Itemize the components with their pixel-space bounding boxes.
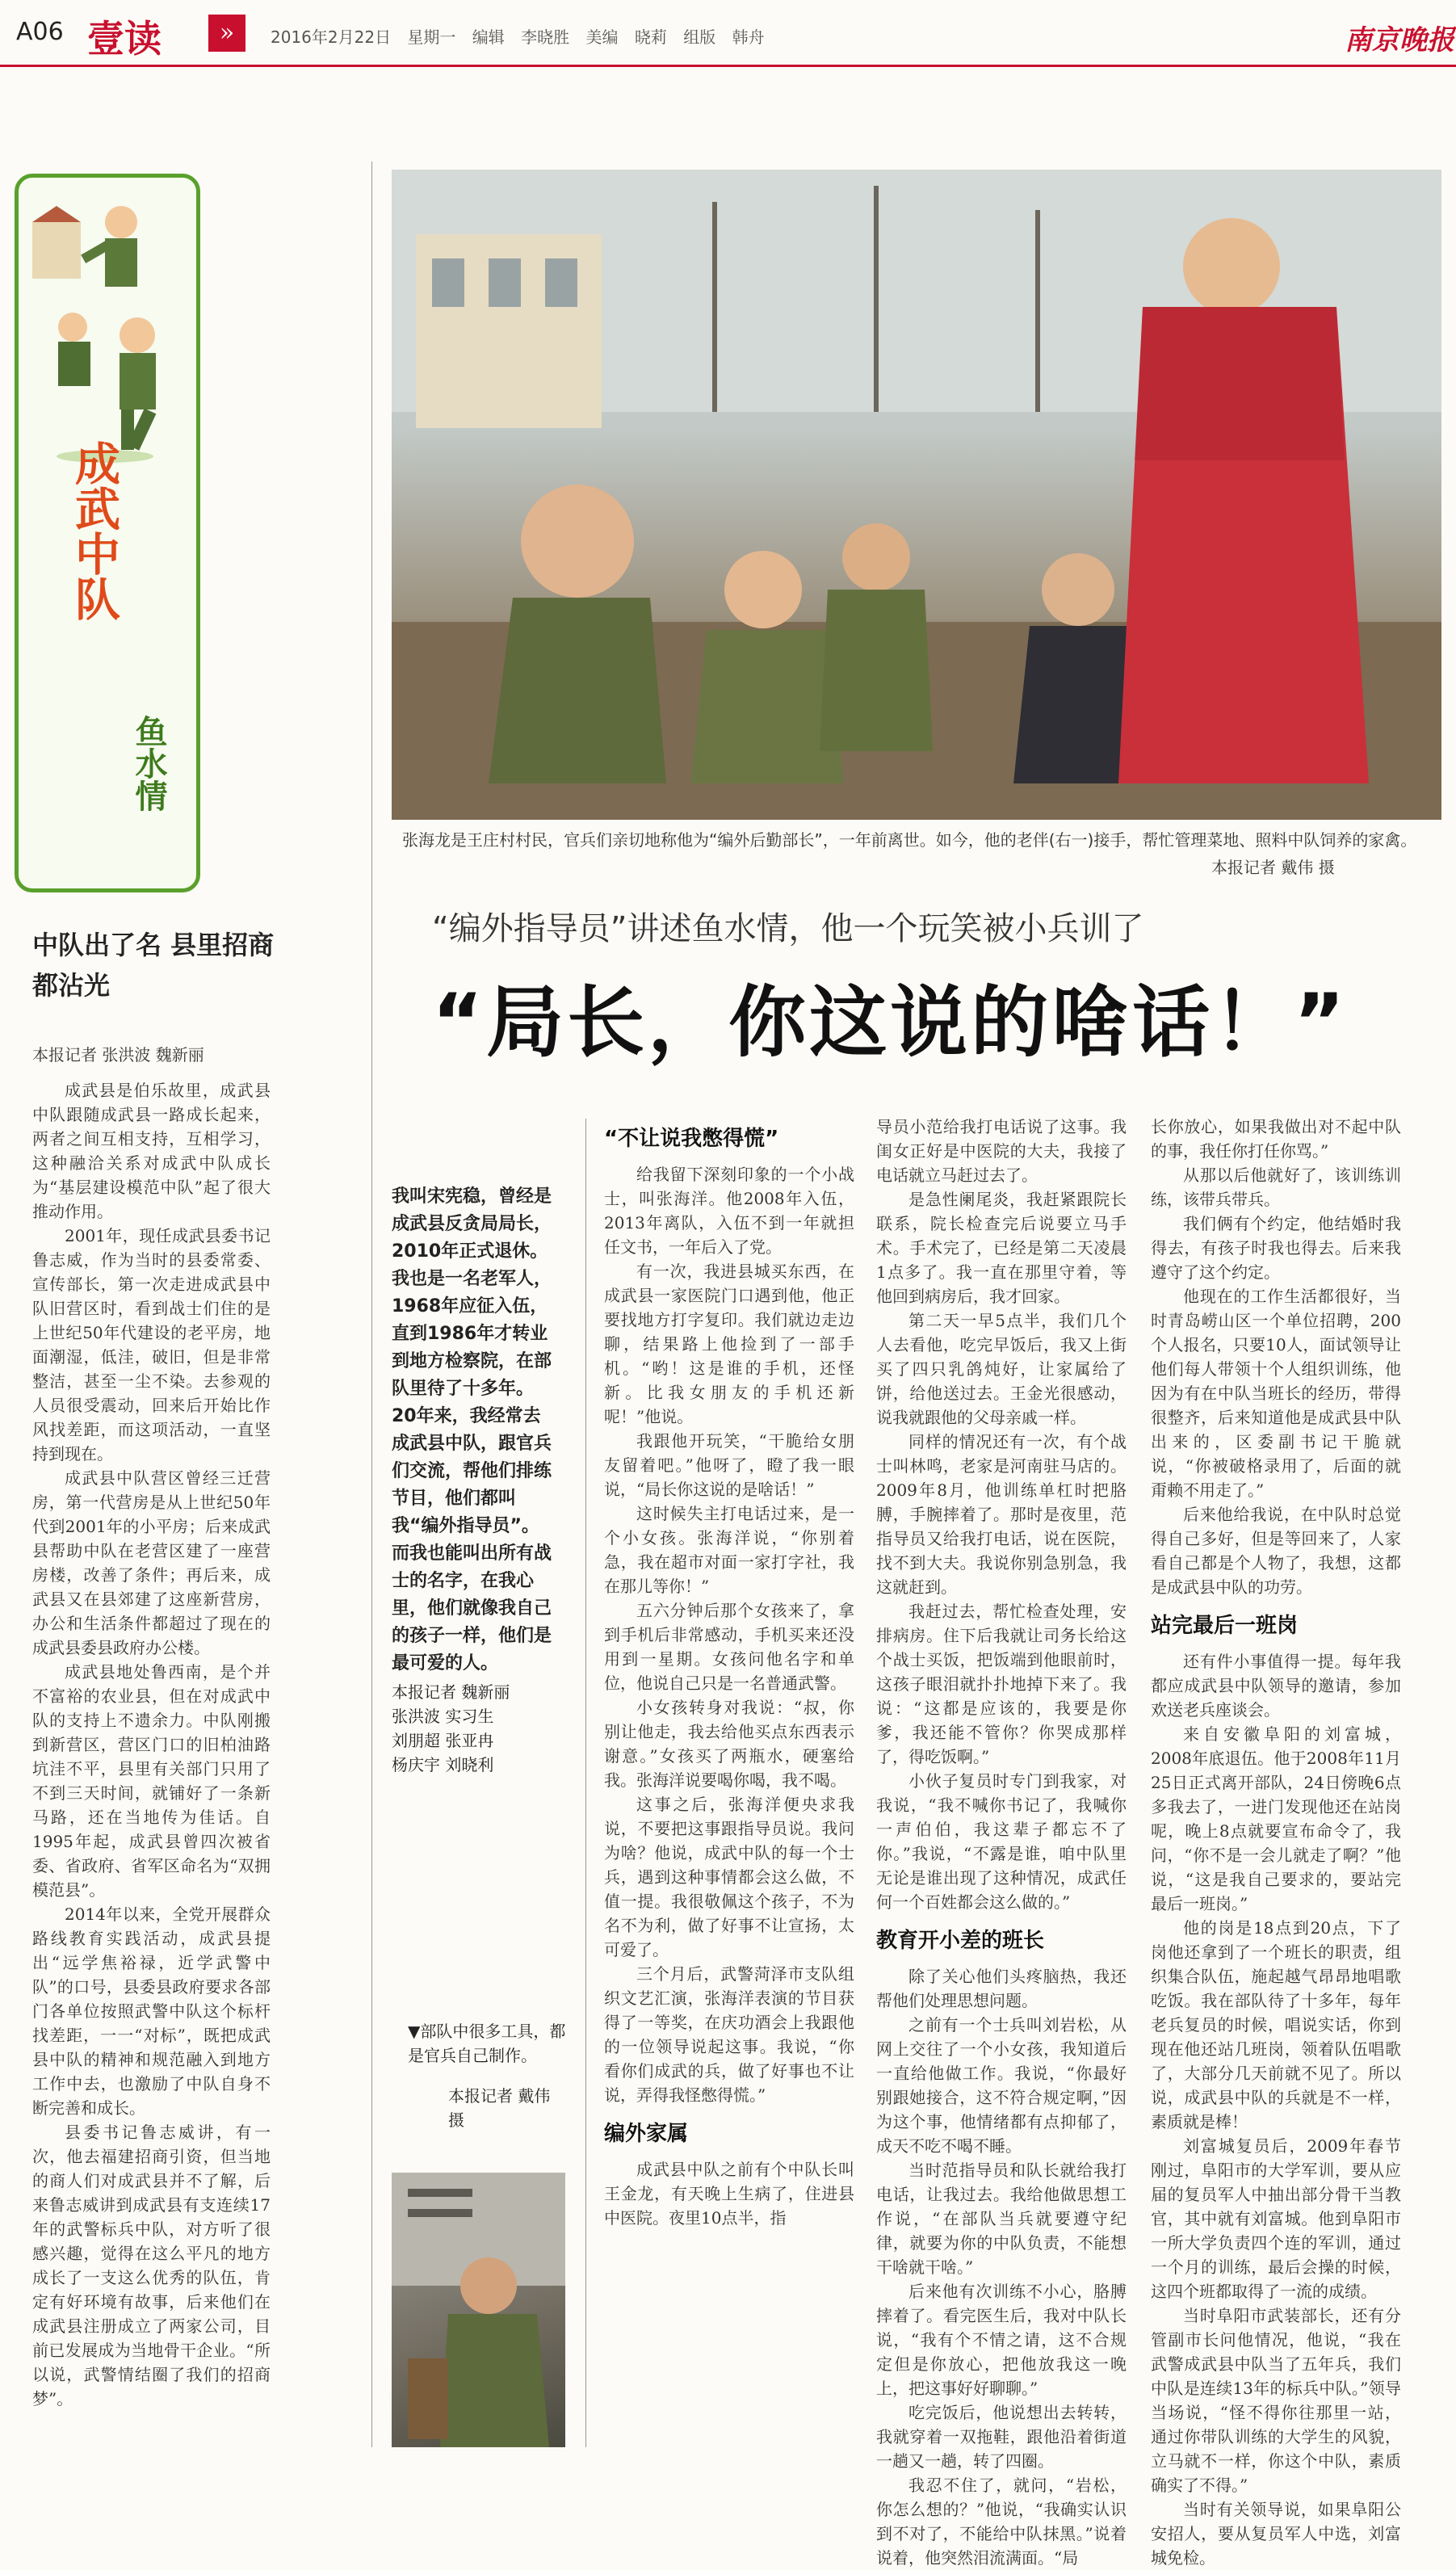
article-column-2 (604, 1127, 854, 2230)
paragraph: 我跟他开玩笑，“干脆给女朋友留着吧。”他呀了，瞪了我一眼说，“局长你这说的是啥话！” (604, 1431, 854, 1499)
column-divider (585, 1119, 586, 2447)
series-title: 成武中队 (68, 440, 121, 621)
paragraph: 之前有一个士兵叫刘岩松，从网上交往了一个小女孩，我知道后一直给他做工作。我说，“你最好别跟她接合，这不符合规定啊，”因为这个事，他情绪都有点抑郁了，成天不吃不喝不睡。 (876, 2015, 1127, 2156)
paragraph: 这时候失主打电话过来，是一个小女孩。张海洋说，“你别着急，我在超市对面一家打字社，我在那儿等你！” (604, 1504, 854, 1596)
paragraph: 吃完饭后，他说想出去转转，我就穿着一双拖鞋，跟他沿着街道一趟又一趟，转了四圈。 (876, 2403, 1127, 2471)
main-photo-credit: 本报记者 戴伟 摄 (1211, 858, 1335, 877)
main-photo (392, 170, 1441, 820)
article-subtitle: “编外指导员”讲述鱼水情，他一个玩笑被小兵训了 (432, 910, 1144, 947)
paragraph: 有一次，我进县城买东西，在成武县一家医院门口遇到他，他正要找地方打字复印。我们就边走边聊，结果路上他捡到了一部手机。“哟！这是谁的手机，还怪新。比我女朋友的手机还新呢！”他说。 (604, 1262, 854, 1426)
section-heading: 教育开小差的班长 (876, 1929, 1045, 1953)
article-column-3 (876, 1115, 1127, 2570)
paragraph: 他的岗是18点到20点，下了岗他还拿到了一个班长的职责，组织集合队伍，施起越气昂昂地唱歌吃饭。我在部队待了十多年，每年老兵复员的时候，唱说实话，你到现在他还站几班岗，领着队伍唱歌了，大部分几天前就不见了。所以说，成武县中队的兵就是不一样，素质就是棒！ (1151, 1918, 1401, 2131)
paragraph: 成武县中队营区曾经三迁营房，第一代营房是从上世纪50年代到2001年的小平房；后来成武县帮助中队在老营区建了一座营房楼，改善了条件；再后来，成武县又在县郊建了这座新营房，办公和生活条件都超过了现在的成武县委县政府办公楼。 (32, 1468, 271, 1657)
paragraph: 他现在的工作生活都很好，当时青岛崂山区一个单位招聘，200个人报名，只要10人，面试领导让他们每人带领十个人组织训练，他因为有在中队当班长的经历，带得很整齐，后来知道他是成武县中队出来的，区委副书记干脆就说，“你被破格录用了，后面的就甭赖不用走了。” (1151, 1287, 1401, 1500)
paragraph: 长你放心，如果我做出对不起中队的事，我任你打任你骂。” (1151, 1117, 1401, 1161)
paragraph: 后来他有次训练不小心，胳膊摔着了。看完医生后，我对中队长说，“我有个不情之请，这不合规定但是你放心，把他放我这一晚上，把这事好好聊聊。” (876, 2282, 1127, 2398)
paragraph: 成武县中队之前有个中队长叫王金龙，有天晚上生病了，住进县中医院。夜里10点半，指 (604, 2160, 854, 2228)
paragraph: 这事之后，张海洋便央求我说，不要把这事跟指导员说。我问为啥？他说，成武中队的每一个士兵，遇到这种事情都会这么做，不值一提。我很敬佩这个孩子，不为名不为利，做了好事不让宣扬，太可爱了。 (604, 1795, 854, 1959)
tool-photo-credit: 本报记者 戴伟 摄 (448, 2086, 551, 2130)
paragraph: 成武县地处鲁西南，是个并不富裕的农业县，但在对成武中队的支持上不遗余力。中队刚搬到新营区，营区门口的旧柏油路坑洼不平，县里有关部门只用了不到三天时间，就铺好了一条新马路，还在当地传为佳话。自1995年起，成武县曾四次被省委、省政府、省军区命名为“双拥模范县”。 (32, 1662, 271, 1900)
newspaper-logo: 南京晚报 (1345, 24, 1454, 57)
article-title: “局长，你这说的啥话！” (432, 977, 1349, 1068)
left-headline: 中队出了名 县里招商都沾光 (32, 930, 275, 1001)
paragraph: 我们俩有个约定，他结婚时我得去，有孩子时我也得去。后来我遵守了这个约定。 (1151, 1214, 1401, 1282)
issue-meta: 2016年2月22日 星期一 编辑 李晓胜 美编 晓莉 组版 韩舟 (271, 27, 765, 47)
main-photo-caption: 张海龙是王庄村村民，官兵们亲切地称他为“编外后勤部长”，一年前离世。如今，他的老伴(右一)接手，帮忙管理菜地、照料中队饲养的家禽。 (402, 830, 1417, 850)
paragraph: 从那以后他就好了，该训练训练，该带兵带兵。 (1151, 1165, 1401, 1209)
paragraph: 我忍不住了，就问，“岩松，你怎么想的？”他说，“我确实认识到不对了，不能给中队抹黑。”说着说着，他突然泪流满面。“局 (876, 2476, 1127, 2568)
paragraph: 我赶过去，帮忙检查处理，安排病房。住下后我就让司务长给这个战士买饭，把饭端到他眼前时，这孩子眼泪就扑扑地掉下来了。我说：“这都是应该的，我要是你爹，我还能不管你？你哭成那样了，得吃饭啊。” (876, 1602, 1127, 1766)
article-intro: 我叫宋宪稳，曾经是成武县反贪局局长，2010年正式退休。我也是一名老军人，1968年应征入伍，直到1986年才转业到地方检察院，在部队里待了十多年。20年来，我经常去成武县中队，跟官兵们交流，帮他们排练节目，他们都叫我“编外指导员”。而我也能叫出所有战士的名字，在我心里，他们就像我自己的孩子一样，他们是最可爱的人。 (392, 1186, 552, 1673)
tool-photo-caption: ▼部队中很多工具，都是官兵自己制作。 (408, 2022, 566, 2065)
series-subtitle: 鱼水情 (130, 715, 167, 812)
paragraph: 县委书记鲁志威讲，有一次，他去福建招商引资，但当地的商人们对成武县并不了解，后来鲁志威讲到成武县有支连续17年的武警标兵中队，对方听了很感兴趣，觉得在这么平凡的地方成长了一支这么优秀的队伍，肯定有好环境有故事，后来他们在成武县注册成立了两家公司，目前已发展成为当地骨干企业。“所以说，武警情结圈了我们的招商梦”。 (32, 2123, 271, 2408)
paragraph: 给我留下深刻印象的一个小战士，叫张海洋。他2008年入伍，2013年离队，入伍不到一年就担任文书，一年后入了党。 (604, 1165, 854, 1257)
paragraph: 小女孩转身对我说：“叔，你别让他走，我去给他买点东西表示谢意。”女孩买了两瓶水，硬塞给我。张海洋说要喝你喝，我不喝。 (604, 1698, 854, 1790)
paragraph: 还有件小事值得一提。每年我都应成武县中队领导的邀请，参加欢送老兵座谈会。 (1151, 1652, 1401, 1720)
section-arrow-icon: » (208, 15, 245, 52)
paragraph: 导员小范给我打电话说了这事。我闺女正好是中医院的大夫，我接了电话就立马赶过去了。 (876, 1117, 1127, 1185)
paragraph: 五六分钟后那个女孩来了，拿到手机后非常感动，手机买来还没用到一星期。女孩问他名字和单位，他说自己只是一名普通武警。 (604, 1601, 854, 1693)
paragraph: 三个月后，武警菏泽市支队组织文艺汇演，张海洋表演的节目获得了一等奖，在庆功酒会上我跟他的一位领导说起这事。我说，“你看你们成武的兵，做了好事也不让说，弄得我怪憋得慌。” (604, 1964, 854, 2105)
paragraph: 来自安徽阜阳的刘富城，2008年底退伍。他于2008年11月25日正式离开部队，24日傍晚6点多我去了，一进门发现他还在站岗呢，晚上8点就要宣布命令了，我问，“你不是一会儿就走了啊？”他说，“这是我自己要求的，要站完最后一班岗。” (1151, 1724, 1401, 1913)
article-column-4 (1151, 1115, 1401, 2570)
section-heading: 站完最后一班岗 (1151, 1614, 1299, 1638)
paragraph: 小伙子复员时专门到我家，对我说，“我不喊你书记了，我喊你一声伯伯，我这辈子都忘不了你。”我说，“不露是谁，咱中队里无论是谁出现了这种情况，成武任何一个百姓都会这么做的。” (876, 1771, 1127, 1912)
header-rule (0, 65, 1456, 67)
page-number: A06 (16, 18, 64, 46)
tool-photo-scene (392, 2173, 565, 2447)
paragraph: 同样的情况还有一次，有个战士叫林鸣，老家是河南驻马店的。2009年8月，他训练单杠时把胳膊，手腕摔着了。那时是夜里，范指导员又给我打电话，说在医院，找不到大夫。我说你别急别急，我这就赶到。 (876, 1432, 1127, 1597)
paragraph: 2014年以来，全党开展群众路线教育实践活动，成武县提出“远学焦裕禄，近学武警中队”的口号，县委县政府要求各部门各单位按照武警中队这个标杆找差距，一一“对标”，既把成武县中队的精神和规范融入到地方工作中去，也激励了中队自身不断完善和成长。 (32, 1904, 271, 2118)
paragraph: 刘富城复员后，2009年春节刚过，阜阳市的大学军训，要从应届的复员军人中抽出部分骨干当教官，其中就有刘富城。他到阜阳市一所大学负责四个连的军训，通过一个月的训练，最后会操的时候，这四个班都取得了一流的成绩。 (1151, 2136, 1401, 2301)
main-photo-scene (392, 170, 1441, 820)
section-heading: 编外家属 (604, 2122, 689, 2146)
left-article-body (32, 1078, 271, 2411)
paragraph: 当时范指导员和队长就给我打电话，让我过去。我给他做思想工作说，“在部队当兵就要遵守纪律，就要为你的中队负责，不能想干啥就干啥。” (876, 2161, 1127, 2277)
paragraph: 后来他给我说，在中队时总觉得自己多好，但是等回来了，人家看自己都是个人物了，我想，这都是成武县中队的功劳。 (1151, 1505, 1401, 1597)
section-heading: “不让说我憋得慌” (604, 1127, 779, 1151)
reporters-list: 本报记者 魏新丽 张洪波 实习生 刘朋超 张亚冉 杨庆宇 刘晓利 (392, 1682, 510, 1774)
tool-photo (392, 2173, 565, 2447)
section-title: 壹读 (87, 17, 162, 61)
paragraph: 成武县是伯乐故里，成武县中队跟随成武县一路成长起来，两者之间互相支持，互相学习，这种融洽关系对成武中队成长为“基层建设模范中队”起了很大推动作用。 (32, 1081, 271, 1221)
column-divider (371, 162, 372, 2447)
paragraph: 是急性阑尾炎，我赶紧跟院长联系，院长检查完后说要立马手术。手术完了，已经是第二天凌晨1点多了。我一直在那里守着，等他回到病房后，我才回家。 (876, 1190, 1127, 1306)
paragraph: 第二天一早5点半，我们几个人去看他，吃完早饭后，我又上街买了四只乳鸽炖好，让家属给了饼，给他送过去。王金光很感动，说我就跟他的父母亲戚一样。 (876, 1311, 1127, 1427)
paragraph: 当时有关领导说，如果阜阳公安招人，要从复员军人中选，刘富城免检。 (1151, 2500, 1401, 2568)
paragraph: 除了关心他们头疼脑热，我还帮他们处理思想问题。 (876, 1967, 1127, 2010)
paragraph: 2001年，现任成武县委书记鲁志威，作为当时的县委常委、宣传部长，第一次走进成武县中队旧营区时，看到战士们住的是上世纪50年代建设的老平房，地面潮湿，低洼，破旧，但是非常整洁，甚至一尘不染。去参观的人员很受震动，回来后开始比作风找差距，而这项活动，一直坚持到现在。 (32, 1226, 271, 1463)
left-byline: 本报记者 张洪波 魏新丽 (32, 1045, 204, 1065)
paragraph: 当时阜阳市武装部长，还有分管副市长问他情况，他说，“我在武警成武县中队当了五年兵，我们中队是连续13年的标兵中队。”领导当场说，“怪不得你往那里一站，通过你带队训练的大学生的风貌，立马就不一样，你这个中队，素质确实了不得。” (1151, 2306, 1401, 2495)
